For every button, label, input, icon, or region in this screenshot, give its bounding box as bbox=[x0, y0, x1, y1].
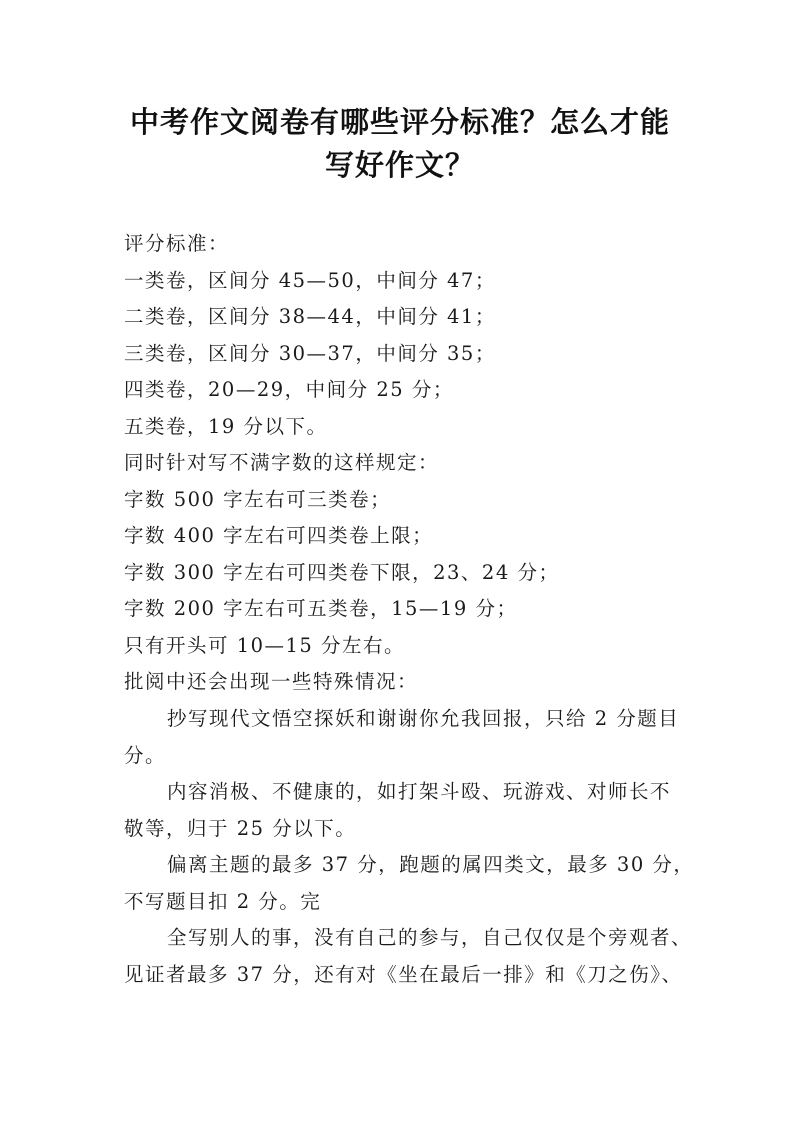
paragraph-line: 字数 200 字左右可五类卷，15—19 分； bbox=[124, 597, 518, 620]
paragraph-line: 字数 500 字左右可三类卷； bbox=[124, 487, 392, 511]
document-body-wrapped bbox=[124, 701, 724, 993]
paragraph-line: 只有开头可 10—15 分左右。 bbox=[124, 633, 406, 657]
document-body bbox=[124, 226, 684, 701]
paragraph-line: 五类卷，19 分以下。 bbox=[124, 414, 328, 438]
paragraph bbox=[124, 701, 724, 774]
paragraph bbox=[124, 847, 724, 920]
page-title-line2: 写好作文？ bbox=[324, 148, 475, 182]
paragraph-line: 抄写现代文悟空探妖和谢谢你允我回报，只给 2 分题目 bbox=[167, 707, 680, 730]
paragraph-line: 偏离主题的最多 37 分，跑题的属四类文，最多 30 分， bbox=[167, 853, 695, 876]
paragraph-line: 见证者最多 37 分，还有对《坐在最后一排》和《刀之伤》、 bbox=[124, 962, 683, 986]
paragraph-line: 敬等，归于 25 分以下。 bbox=[124, 816, 357, 840]
paragraph-line: 字数 400 字左右可四类卷上限； bbox=[124, 524, 434, 547]
paragraph-line: 三类卷，区间分 30—37，中间分 35； bbox=[124, 341, 496, 365]
paragraph-line: 一类卷，区间分 45—50，中间分 47； bbox=[124, 268, 496, 292]
paragraph-line: 全写别人的事，没有自己的参与，自己仅仅是个旁观者、 bbox=[167, 926, 693, 949]
page-title-line1: 中考作文阅卷有哪些评分标准？怎么才能 bbox=[129, 105, 670, 139]
paragraph-line: 字数 300 字左右可四类卷下限，23、24 分； bbox=[124, 560, 560, 584]
paragraph bbox=[124, 774, 724, 847]
paragraph-line: 二类卷，区间分 38—44，中间分 41； bbox=[124, 305, 496, 328]
paragraph-line: 评分标准： bbox=[124, 232, 230, 255]
paragraph-line: 四类卷，20—29，中间分 25 分； bbox=[124, 378, 454, 401]
paragraph-line: 内容消极、不健康的，如打架斗殴、玩游戏、对师长不 bbox=[167, 780, 672, 803]
paragraph-line: 批阅中还会出现一些特殊情况： bbox=[124, 670, 419, 693]
paragraph-line: 分。 bbox=[124, 743, 167, 767]
paragraph bbox=[124, 920, 724, 993]
paragraph-line: 不写题目扣 2 分。完 bbox=[124, 889, 322, 913]
paragraph-line: 同时针对写不满字数的这样规定： bbox=[124, 451, 440, 474]
